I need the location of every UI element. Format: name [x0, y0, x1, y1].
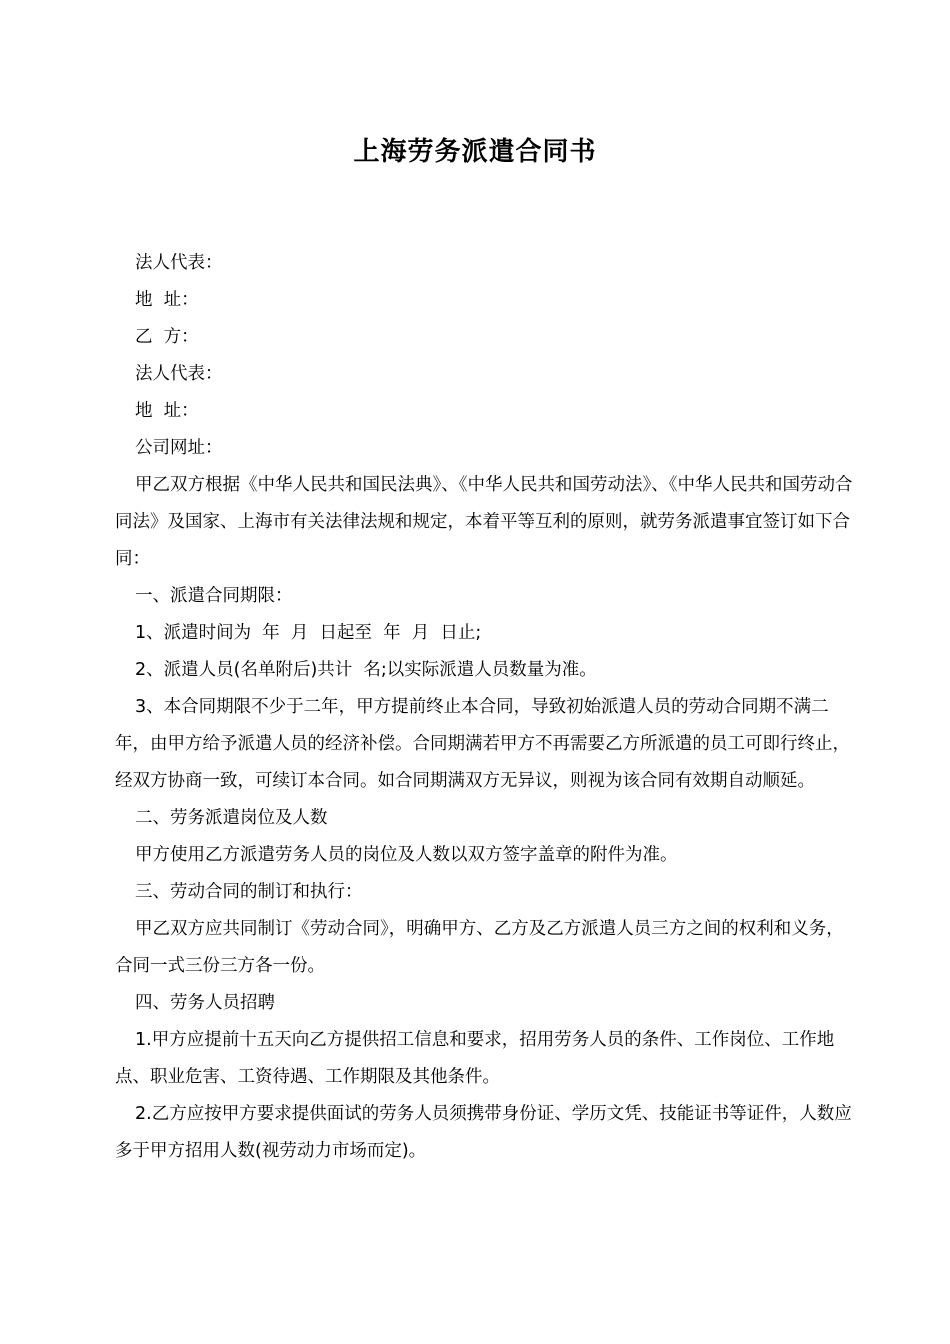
- clause-1-3: 3、本合同期限不少于二年，甲方提前终止本合同，导致初始派遣人员的劳动合同期不满二年，由甲方给予派遣人员的经济补偿。合同期满若甲方不再需要乙方所派遣的员工可即行终止，经双方协商一致，可续订本合同。如合同期满双方无异议，则视为该合同有效期自动顺延。: [115, 697, 850, 791]
- clause-4-1: 1.甲方应提前十五天向乙方提供招工信息和要求，招用劳务人员的条件、工作岗位、工作地点、职业危害、工资待遇、工作期限及其他条件。: [115, 1030, 835, 1087]
- clause-2: 甲方使用乙方派遣劳务人员的岗位及人数以双方签字盖章的附件为准。: [135, 845, 678, 865]
- document-title: 上海劳务派遣合同书: [353, 137, 597, 167]
- paragraph-website: 公司网址：: [135, 438, 223, 458]
- clause-1-1: 1、派遣时间为 年 月 日起至 年 月 日止;: [135, 623, 482, 643]
- clause-4-2: 2.乙方应按甲方要求提供面试的劳务人员须携带身份证、学历文凭、技能证书等证件，人数应多于甲方招用人数(视劳动力市场而定)。: [115, 1104, 852, 1161]
- section-heading-recruitment: 四、劳务人员招聘: [135, 993, 275, 1013]
- paragraph-preamble: 甲乙双方根据《中华人民共和国民法典》、《中华人民共和国劳动法》、《中华人民共和国劳动合同法》及国家、上海市有关法律法规和规定，本着平等互利的原则，就劳务派遣事宜签订如下合同：: [115, 475, 853, 569]
- section-heading-positions: 二、劳务派遣岗位及人数: [135, 808, 328, 828]
- paragraph-address-b: 地 址：: [135, 401, 199, 421]
- paragraph-party-b: 乙 方：: [135, 327, 199, 347]
- clause-3: 甲乙双方应共同制订《劳动合同》，明确甲方、乙方及乙方派遣人员三方之间的权利和义务，合同一式三份三方各一份。: [115, 919, 844, 976]
- section-heading-term: 一、派遣合同期限：: [135, 586, 293, 606]
- section-heading-contract: 三、劳动合同的制订和执行：: [135, 882, 363, 902]
- paragraph-legal-rep-b: 法人代表：: [135, 364, 223, 384]
- document-body: [115, 245, 855, 1170]
- paragraph-address-a: 地 址：: [135, 290, 199, 310]
- paragraph-legal-rep-a: 法人代表：: [135, 253, 223, 273]
- clause-1-2: 2、派遣人员(名单附后)共计 名;以实际派遣人员数量为准。: [135, 660, 597, 680]
